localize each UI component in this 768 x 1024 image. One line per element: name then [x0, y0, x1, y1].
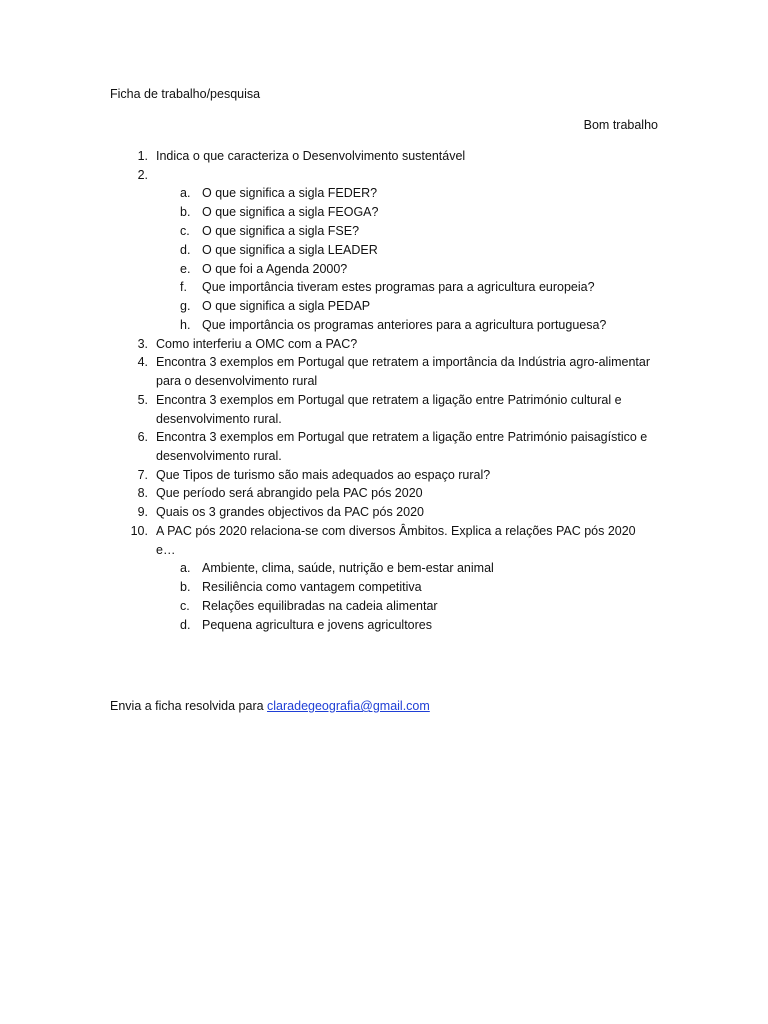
question-number: 3. [137, 336, 148, 351]
sub-question-item [110, 241, 655, 260]
question-text: Encontra 3 exemplos em Portugal que retratem a importância da Indústria agro-alimentar para o desenvolvimento rural [156, 355, 651, 389]
sub-question-item [110, 578, 655, 597]
sub-question-text: O que significa a sigla FSE? [202, 224, 360, 238]
sub-question-letter: h. [180, 317, 191, 332]
question-number: 1. [137, 149, 148, 163]
sub-question-item [110, 597, 655, 616]
sub-question-text: Relações equilibradas na cadeia alimentar [202, 598, 438, 613]
question-item [110, 428, 655, 465]
sub-question-text: O que significa a sigla LEADER [202, 242, 378, 257]
sub-question-item [110, 278, 655, 297]
sub-question-letter: d. [180, 242, 191, 257]
sub-question-text: Pequena agricultura e jovens agricultores [202, 617, 432, 632]
sub-question-letter: a. [180, 186, 191, 201]
question-text: Que Tipos de turismo são mais adequados ao espaço rural? [156, 467, 491, 482]
sub-question-text: O que significa a sigla FEOGA? [202, 205, 379, 220]
sub-question-letter: e. [180, 261, 191, 276]
question-text: Encontra 3 exemplos em Portugal que retratem a ligação entre Património paisagístico e desenvolvimento rural. [156, 430, 648, 463]
sub-question-text: Que importância tiveram estes programas para a agricultura europeia? [202, 280, 595, 295]
question-item [110, 484, 655, 503]
question-text: Quais os 3 grandes objectivos da PAC pós 2020 [156, 505, 424, 520]
sub-question-item [110, 297, 655, 316]
footer-text: Envia a ficha resolvida para [110, 699, 268, 713]
sub-question-text: O que foi a Agenda 2000? [202, 261, 348, 276]
footer-instruction [110, 697, 430, 715]
question-number: 5. [137, 392, 148, 407]
sub-question-letter: a. [180, 561, 191, 576]
question-number: 9. [137, 505, 148, 520]
question-text: Que período será abrangido pela PAC pós 2020 [156, 486, 423, 501]
sub-question-letter: c. [180, 598, 190, 613]
question-text: Indica o que caracteriza o Desenvolvimento sustentável [156, 149, 466, 163]
email-link[interactable]: claradegeografia@gmail.com [267, 699, 430, 713]
sub-question-text: Resiliência como vantagem competitiva [202, 580, 422, 595]
question-list [110, 147, 655, 634]
question-text: Como interferiu a OMC com a PAC? [156, 336, 358, 351]
sub-question-item [110, 559, 655, 578]
sub-question-item [110, 260, 655, 279]
sub-question-letter: b. [180, 205, 191, 220]
sub-question-item [110, 184, 655, 203]
question-item [110, 466, 655, 485]
question-text: A PAC pós 2020 relaciona-se com diversos Âmbitos. Explica a relações PAC pós 2020 e… [156, 523, 636, 557]
sub-question-text: O que significa a sigla PEDAP [202, 299, 371, 314]
question-item [110, 147, 655, 166]
question-item [110, 166, 655, 185]
sub-question-text: Que importância os programas anteriores para a agricultura portuguesa? [202, 317, 607, 332]
question-number: 4. [137, 355, 148, 370]
question-text: Encontra 3 exemplos em Portugal que retratem a ligação entre Património cultural e desenvolvimento rural. [156, 392, 622, 426]
sub-question-item [110, 203, 655, 222]
sub-question-item [110, 616, 655, 635]
question-number: 7. [137, 467, 148, 482]
question-item [110, 522, 655, 559]
question-number: 2. [137, 167, 148, 182]
sub-question-letter: b. [180, 580, 191, 595]
sub-question-letter: f. [180, 280, 187, 295]
question-item [110, 335, 655, 354]
sub-question-letter: d. [180, 617, 191, 632]
question-item [110, 391, 655, 428]
sub-question-item [110, 316, 655, 335]
greeting-text: Bom trabalho [583, 118, 658, 132]
sub-question-text: O que significa a sigla FEDER? [202, 186, 378, 201]
question-item [110, 503, 655, 522]
question-number: 10. [130, 523, 148, 538]
question-item [110, 353, 655, 390]
question-text [156, 166, 655, 185]
question-number: 6. [137, 430, 148, 445]
sub-question-letter: g. [180, 299, 191, 314]
sub-question-item [110, 222, 655, 241]
sub-question-letter: c. [180, 224, 190, 238]
sub-question-text: Ambiente, clima, saúde, nutrição e bem-estar animal [202, 561, 494, 576]
document-title: Ficha de trabalho/pesquisa [110, 87, 261, 101]
question-number: 8. [137, 486, 148, 501]
